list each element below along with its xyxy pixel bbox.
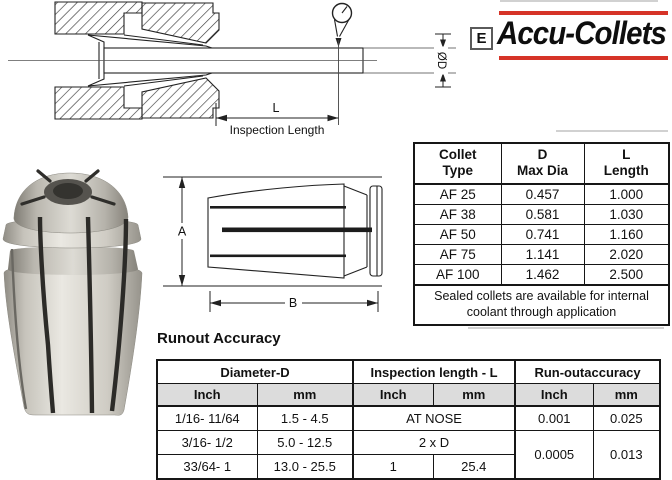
spec-row: AF 75 1.141 2.020 [414,245,669,265]
brand-name: Accu-Collets [497,15,666,51]
runout-row: 33/64- 1 13.0 - 25.5 1 25.4 [157,455,660,480]
length-dim-label: L [272,101,280,115]
runout-subheader-row: Inch mm Inch mm Inch mm [157,384,660,407]
runout-row: 1/16- 11/64 1.5 - 4.5 AT NOSE 0.001 0.025 [157,406,660,431]
scan-artifact-line [468,327,664,329]
runout-group-header-row [157,360,660,384]
brand-logo [463,3,671,65]
runout-group-diameter: Diameter-D [157,360,353,384]
dim-b-label: B [288,296,298,310]
spec-row: AF 50 0.741 1.160 [414,225,669,245]
spec-footnote: Sealed collets are available for internal coolant through application [414,285,669,324]
runout-group-accuracy: Run-outaccuracy [515,360,660,384]
collet-section-diagram [0,0,460,140]
spec-row: AF 25 0.457 1.000 [414,184,669,205]
spec-header-length: L Length [584,143,669,184]
collet-spec-table [413,142,670,326]
runout-row: 3/16- 1/2 5.0 - 12.5 2 x D 0.0005 0.013 [157,431,660,455]
spec-row: AF 38 0.581 1.030 [414,205,669,225]
runout-title: Runout Accuracy [157,330,281,347]
spec-header-row [414,143,669,184]
spec-row: AF 100 1.462 2.500 [414,265,669,286]
runout-accuracy-table [156,359,661,480]
e-badge: E [470,27,493,50]
spec-header-collet-type: Collet Type [414,143,501,184]
diameter-dim-label: ØD [435,51,447,70]
spec-header-max-dia: D Max Dia [501,143,584,184]
dim-a-label: A [177,224,187,239]
inspection-length-caption: Inspection Length [229,123,325,137]
red-rule-bottom [499,56,668,60]
collet-photo [0,165,152,470]
collet-outline-drawing [148,162,398,322]
scan-artifact-line [500,0,658,2]
dial-indicator-icon [333,4,352,37]
scan-artifact-line [556,130,668,132]
runout-group-inspection: Inspection length - L [353,360,515,384]
